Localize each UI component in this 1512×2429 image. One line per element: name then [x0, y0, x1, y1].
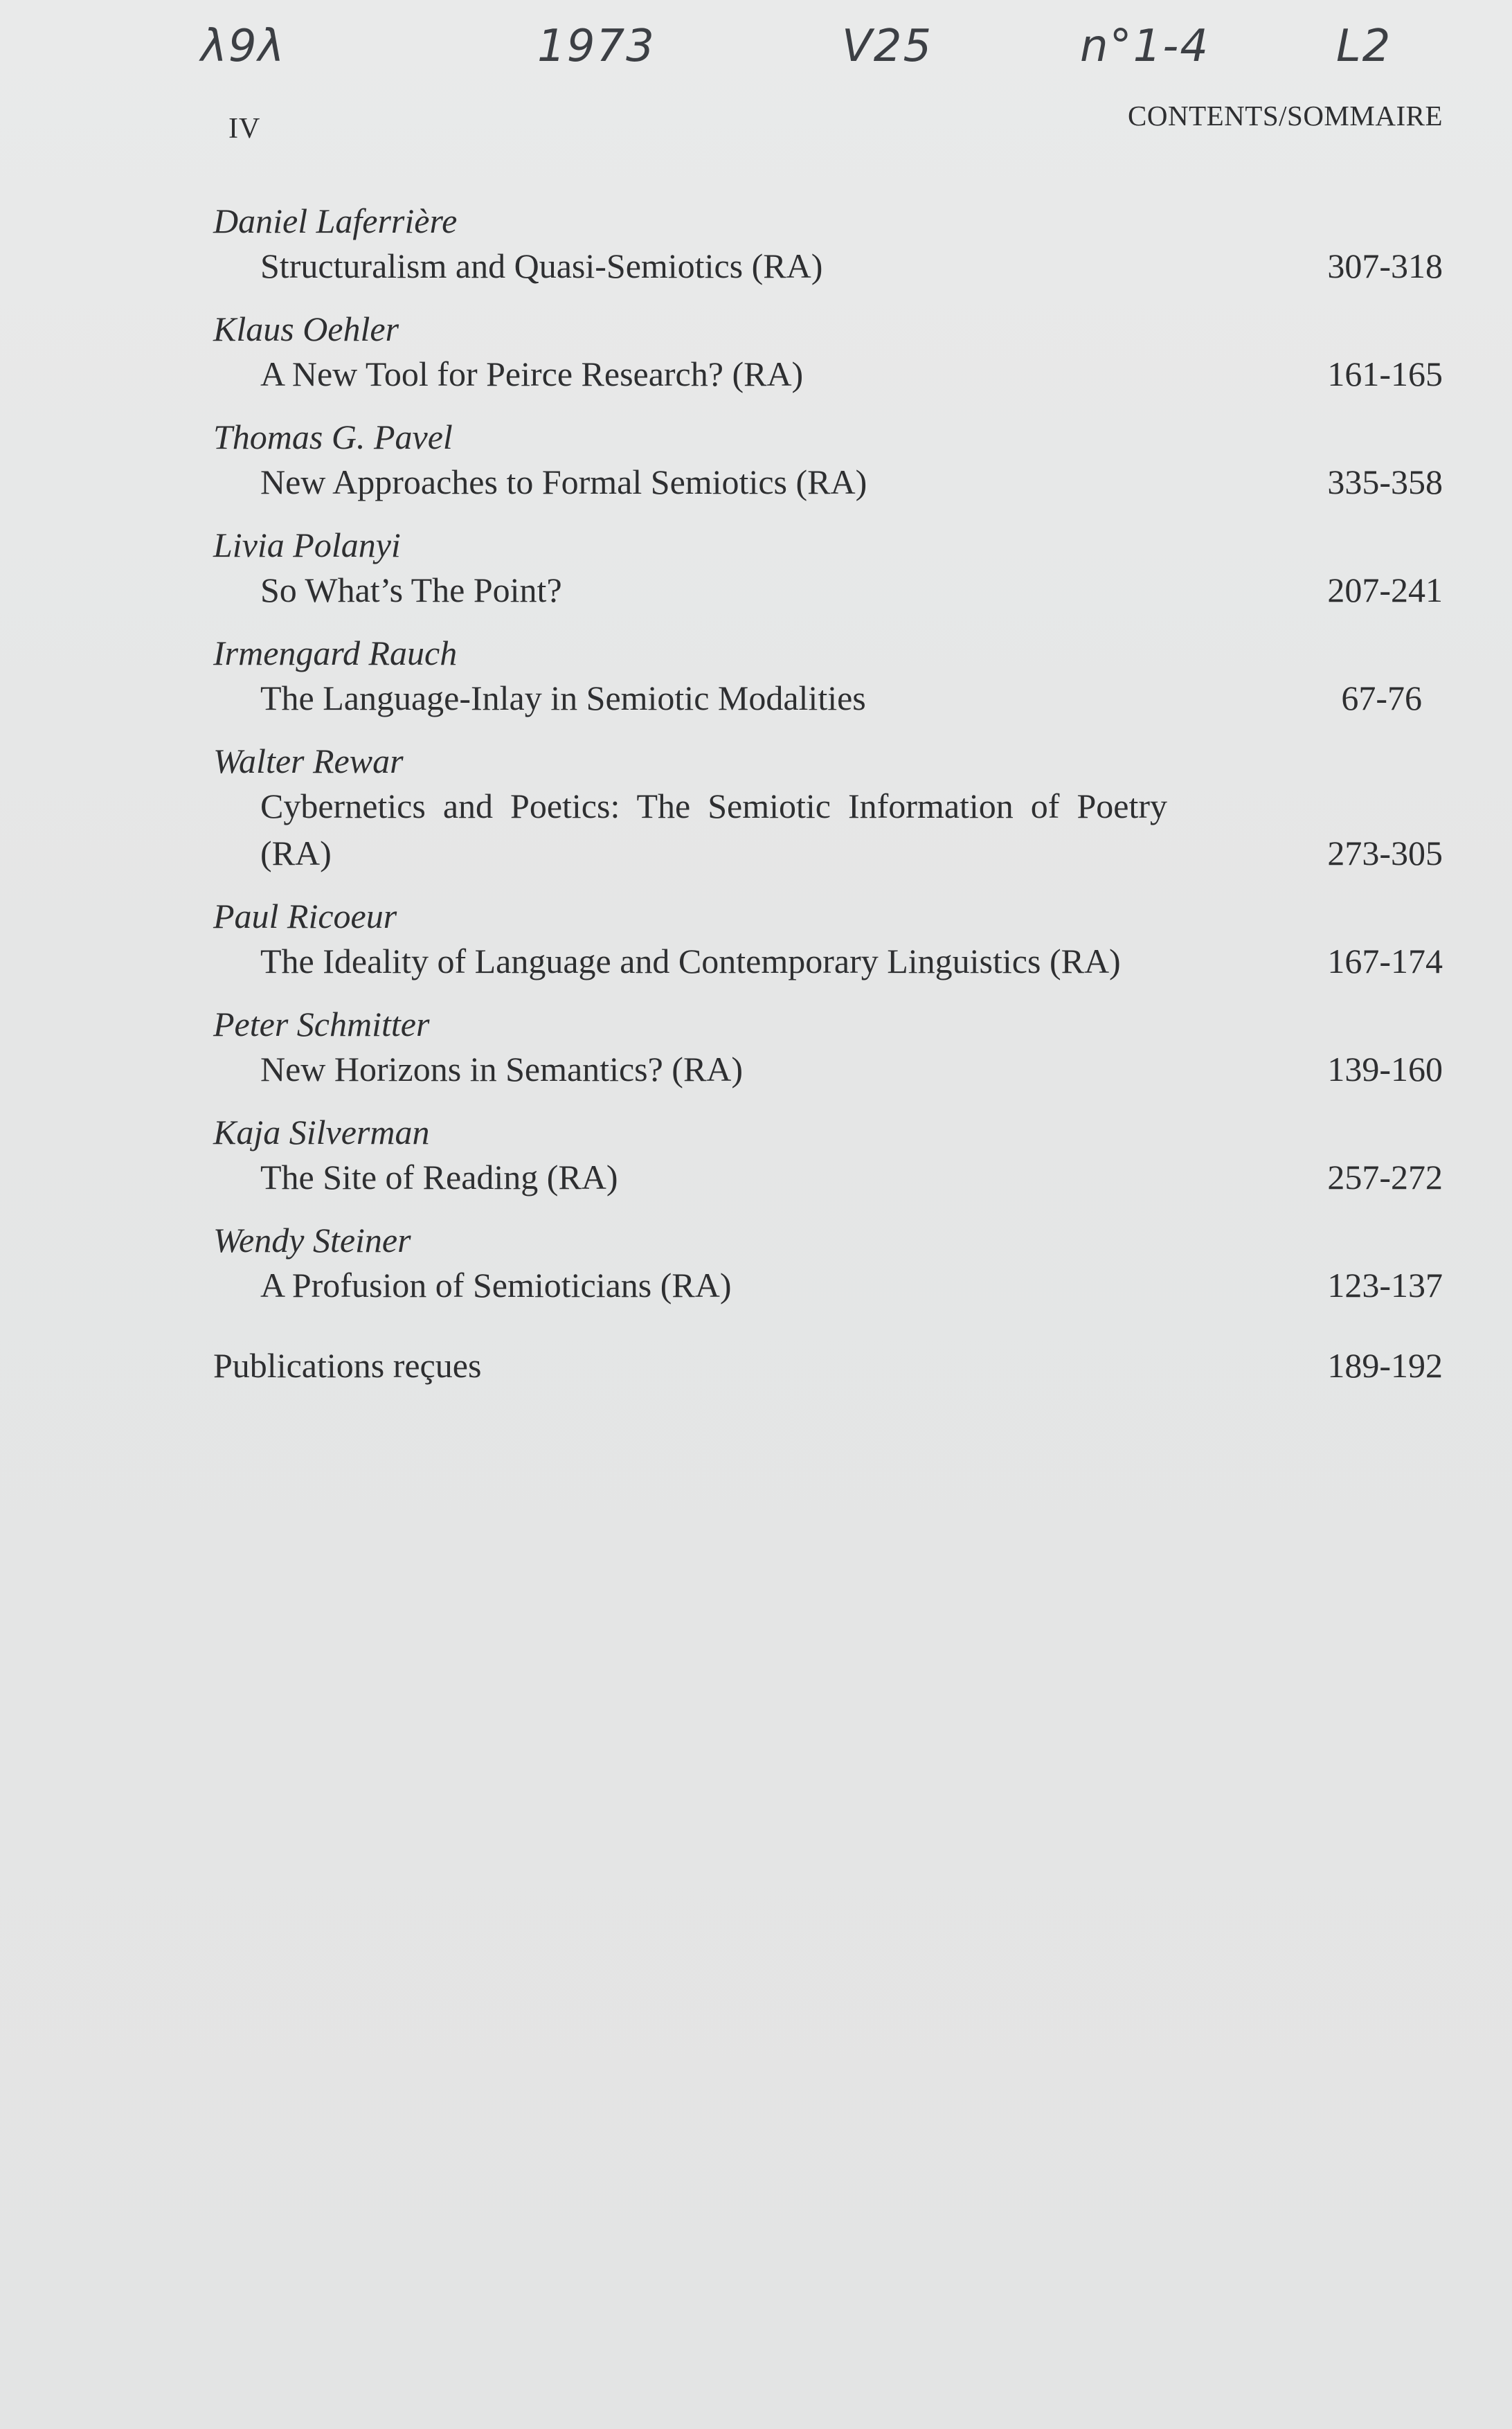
- toc-entry: [213, 415, 1443, 505]
- toc-entry: [213, 631, 1443, 721]
- entry-title: A Profusion of Semioticians (RA): [260, 1266, 732, 1305]
- entry-line: [213, 1154, 1443, 1201]
- toc-entry: [213, 1003, 1443, 1093]
- entry-author: Klaus Oehler: [213, 310, 399, 348]
- handwritten-note-1: λ9λ: [201, 21, 286, 72]
- entry-pages: 167-174: [1327, 942, 1443, 980]
- page-number: IV: [228, 113, 261, 145]
- entry-pages: 161-165: [1327, 355, 1443, 393]
- entry-author: Walter Rewar: [213, 742, 404, 780]
- entry-author: Paul Ricoeur: [213, 897, 397, 935]
- handwritten-note-2: 1973: [537, 21, 656, 72]
- entry-title: The Ideality of Language and Contemporary Linguistics (RA): [260, 942, 1121, 980]
- entry-author: Livia Polanyi: [213, 526, 401, 564]
- toc-entry: [213, 523, 1443, 613]
- handwritten-note-5: L2: [1336, 21, 1392, 72]
- toc-entry: [213, 895, 1443, 985]
- entry-title: The Language-Inlay in Semiotic Modalities: [260, 679, 866, 717]
- entry-pages: 207-241: [1327, 571, 1443, 609]
- toc-entry: [213, 199, 1443, 289]
- entry-line: [213, 674, 1443, 721]
- entry-line: [213, 1046, 1443, 1093]
- entry-pages: 273-305: [1327, 834, 1443, 872]
- entry-pages: 67-76: [1341, 679, 1422, 717]
- entry-author: Kaja Silverman: [213, 1113, 430, 1151]
- entry-pages: 307-318: [1327, 247, 1443, 285]
- entry-line: [213, 938, 1443, 985]
- entry-title: A New Tool for Peirce Research? (RA): [260, 355, 804, 393]
- publications-label: Publications reçues: [213, 1346, 482, 1385]
- publications-pages: 189-192: [1327, 1346, 1443, 1385]
- entry-pages: 257-272: [1327, 1158, 1443, 1196]
- entry-author: Irmengard Rauch: [213, 634, 458, 672]
- entry-author: Wendy Steiner: [213, 1221, 411, 1260]
- entry-line: [213, 782, 1443, 877]
- handwritten-note-3: V25: [842, 21, 933, 72]
- entry-line: [213, 350, 1443, 397]
- entry-line: [213, 1262, 1443, 1309]
- publications-entry: [213, 1342, 1443, 1389]
- entry-author: Peter Schmitter: [213, 1005, 430, 1043]
- toc-entry: [213, 307, 1443, 397]
- entry-title: Cybernetics and Poetics: The Semiotic Information of Poetry (RA): [260, 787, 1167, 872]
- entry-title: Structuralism and Quasi-Semiotics (RA): [260, 247, 823, 285]
- entry-title: The Site of Reading (RA): [260, 1158, 618, 1196]
- entry-line: [213, 566, 1443, 613]
- entry-title: New Approaches to Formal Semiotics (RA): [260, 463, 867, 501]
- entry-pages: 139-160: [1327, 1050, 1443, 1088]
- entry-pages: 335-358: [1327, 463, 1443, 501]
- entry-title: So What’s The Point?: [260, 571, 562, 609]
- running-head-title: CONTENTS/SOMMAIRE: [1128, 100, 1443, 132]
- handwritten-note-4: n°1-4: [1080, 21, 1210, 72]
- entry-pages: 123-137: [1327, 1266, 1443, 1305]
- toc-entry: [213, 1219, 1443, 1309]
- entry-author: Daniel Laferrière: [213, 201, 458, 240]
- entry-line: [213, 242, 1443, 289]
- toc-entry: [213, 1111, 1443, 1201]
- entry-line: [213, 458, 1443, 505]
- table-of-contents: [213, 199, 1443, 1389]
- entry-author: Thomas G. Pavel: [213, 418, 453, 456]
- toc-entry: [213, 740, 1443, 877]
- entry-title: New Horizons in Semantics? (RA): [260, 1050, 744, 1088]
